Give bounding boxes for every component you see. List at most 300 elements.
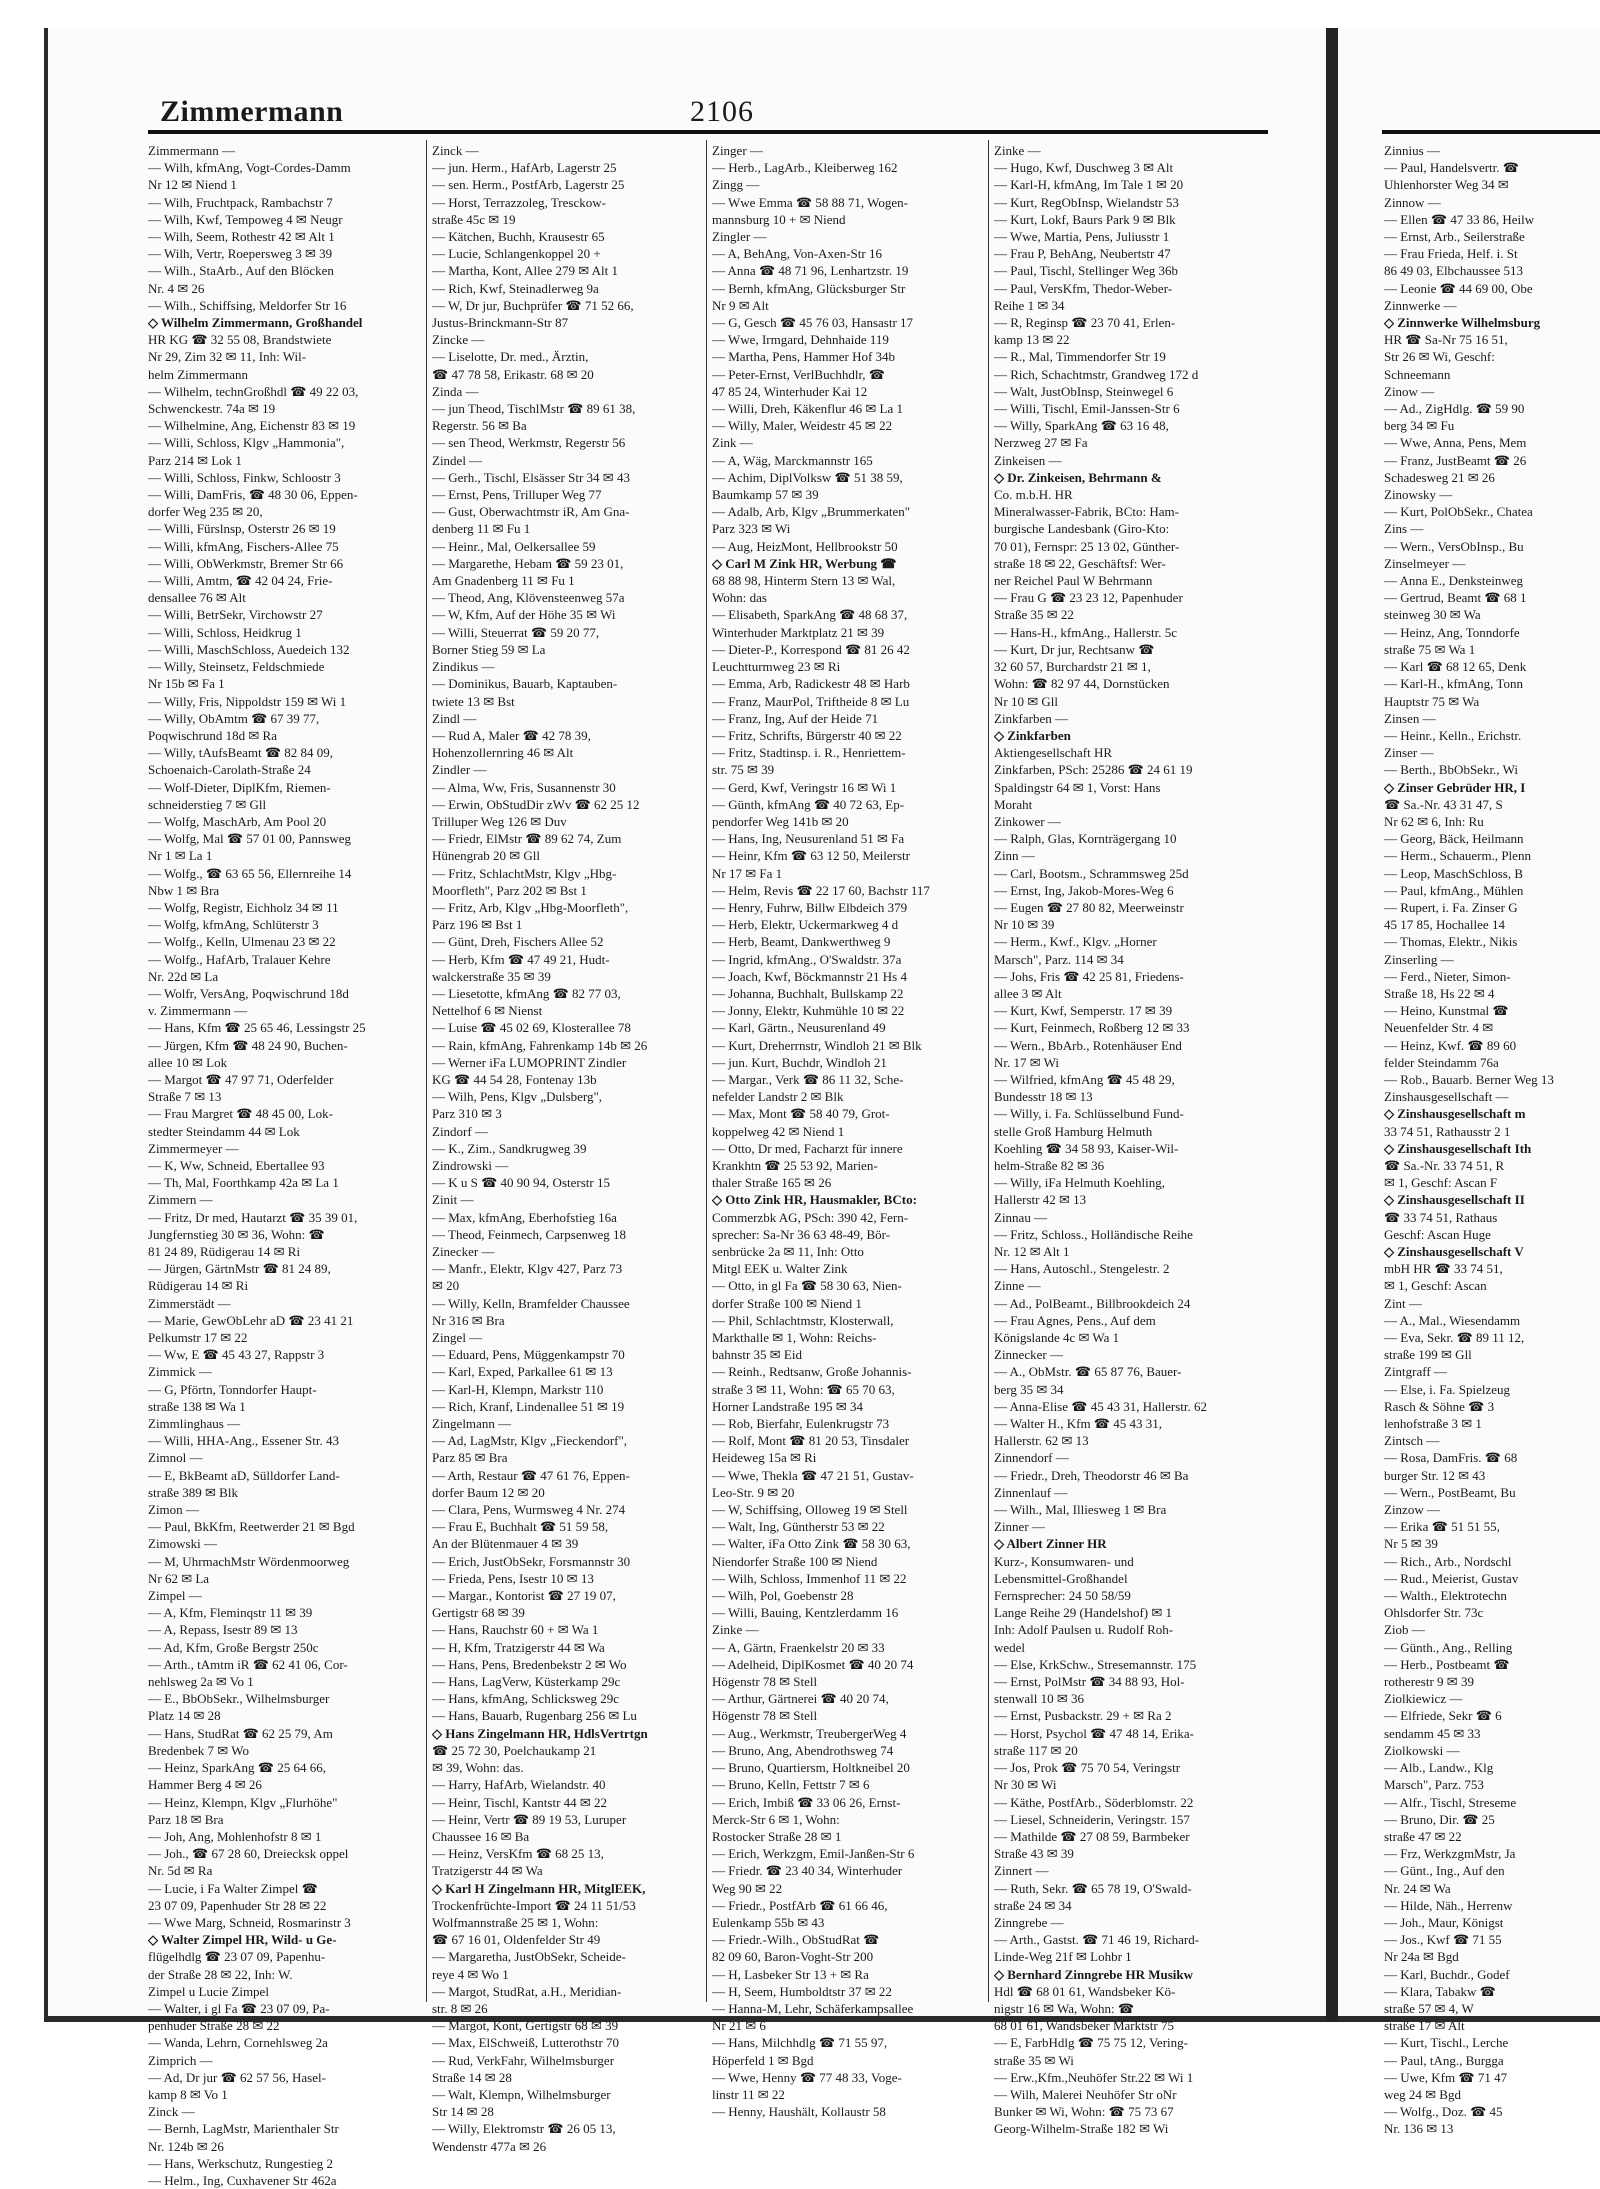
directory-entry-line: Nr 62 ✉ La bbox=[148, 1570, 210, 1586]
directory-entry-line: — Willy, ObAmtm ☎ 67 39 77, bbox=[148, 710, 320, 726]
directory-entry-line: ◇ Wilhelm Zimmermann, Großhandel bbox=[148, 315, 363, 331]
directory-entry-line: Zincke — bbox=[432, 332, 485, 348]
directory-entry-line: ✉ 39, Wohn: das. bbox=[432, 1760, 524, 1776]
directory-entry-line: berg 34 ✉ Fu bbox=[1384, 418, 1455, 434]
directory-entry-line: Nbw 1 ✉ Bra bbox=[148, 882, 220, 898]
directory-entry-line: — Reinh., Redtsanw, Große Johannis- bbox=[712, 1364, 912, 1380]
directory-entry-line: — Kurt, Feinmech, Roßberg 12 ✉ 33 bbox=[994, 1020, 1190, 1036]
directory-entry-line: — Wwe, Martia, Pens, Juliusstr 1 bbox=[994, 229, 1170, 245]
directory-entry-line: rotherestr 9 ✉ 39 bbox=[1384, 1674, 1474, 1690]
directory-entry-line: — Margar., Verk ☎ 86 11 32, Sche- bbox=[712, 1071, 904, 1087]
directory-entry-line: — Willi, kfmAng, Fischers-Allee 75 bbox=[148, 538, 339, 554]
directory-column-4 bbox=[994, 142, 1268, 2138]
directory-entry-line: Rostocker Straße 28 ✉ 1 bbox=[712, 1828, 842, 1844]
directory-entry-line: Nr. 22d ✉ La bbox=[148, 968, 219, 984]
directory-entry-line: — E, BkBeamt aD, Sülldorfer Land- bbox=[148, 1467, 340, 1483]
directory-entry-line: — A, Wäg, Marckmannstr 165 bbox=[712, 452, 873, 468]
directory-entry-line: — Erich, JustObSekr, Forsmannstr 30 bbox=[432, 1553, 631, 1569]
directory-entry-line: — Wilh, Schloss, Immenhof 11 ✉ 22 bbox=[712, 1570, 907, 1586]
directory-entry-line: — Hans, LagVerw, Küsterkamp 29c bbox=[432, 1674, 621, 1690]
directory-entry-line: Zinit — bbox=[432, 1192, 474, 1208]
directory-entry-line: — Hans, Pens, Bredenbekstr 2 ✉ Wo bbox=[432, 1656, 627, 1672]
directory-entry-line: — Frau Frieda, Helf. i. St bbox=[1384, 246, 1518, 262]
directory-entry-line: — H, Lasbeker Str 13 + ✉ Ra bbox=[712, 1966, 869, 1982]
directory-entry-line: Nr 62 ✉ 6, Inh: Ru bbox=[1384, 813, 1484, 829]
directory-entry-line: — Rich, Kranf, Lindenallee 51 ✉ 19 bbox=[432, 1398, 625, 1414]
directory-entry-line: — Gerh., Tischl, Elsässer Str 34 ✉ 43 bbox=[432, 469, 630, 485]
directory-entry-line: allee 3 ✉ Alt bbox=[994, 985, 1062, 1001]
directory-entry-line: Zinger — bbox=[712, 143, 763, 158]
directory-entry-line: — Friedr., Dreh, Theodorstr 46 ✉ Ba bbox=[994, 1467, 1189, 1483]
directory-entry-line: str. 8 ✉ 26 bbox=[432, 2000, 488, 2016]
directory-entry-line: — Henny, Haushält, Kollaustr 58 bbox=[712, 2104, 886, 2120]
directory-entry-line: Zingelmann — bbox=[432, 1416, 512, 1432]
directory-entry-line: — Hans, Kfm ☎ 25 65 46, Lessingstr 25 bbox=[148, 1020, 366, 1036]
directory-entry-line: — Herb, Kfm ☎ 47 49 21, Hudt- bbox=[432, 951, 610, 967]
directory-entry-line: — Günth., Ang., Relling bbox=[1384, 1639, 1513, 1655]
directory-entry-line: Zinner — bbox=[994, 1519, 1045, 1535]
directory-entry-line: Zimpel — bbox=[148, 1588, 202, 1604]
directory-entry-line: straße 18 ✉ 22, Geschäftsf: Wer- bbox=[994, 555, 1166, 571]
directory-entry-line: — R, Reginsp ☎ 23 70 41, Erlen- bbox=[994, 315, 1176, 331]
directory-entry-line: — Willi, HHA-Ang., Essener Str. 43 bbox=[148, 1433, 339, 1449]
directory-entry-line: flügelhdlg ☎ 23 07 09, Papenhu- bbox=[148, 1949, 326, 1965]
directory-entry-line: — Wilh, Malerei Neuhöfer Str oNr bbox=[994, 2086, 1177, 2102]
directory-entry-line: — Achim, DiplVolksw ☎ 51 38 59, bbox=[712, 469, 903, 485]
directory-entry-line: Zinn — bbox=[994, 848, 1035, 864]
directory-entry-line: An der Blütenmauer 4 ✉ 39 bbox=[432, 1536, 579, 1552]
directory-entry-line: Kurz-, Konsumwaren- und bbox=[994, 1553, 1134, 1569]
directory-entry-line: Zinnau — bbox=[994, 1209, 1048, 1225]
directory-entry-line: — Ad., PolBeamt., Billbrookdeich 24 bbox=[994, 1295, 1191, 1311]
directory-entry-line: — Margar., Kontorist ☎ 27 19 07, bbox=[432, 1588, 616, 1604]
directory-entry-line: — Heinz, VersKfm ☎ 68 25 13, bbox=[432, 1846, 604, 1862]
directory-entry-line: ◇ Zinshausgesellschaft II bbox=[1384, 1192, 1525, 1208]
directory-entry-line: straße 199 ✉ Gll bbox=[1384, 1347, 1472, 1363]
directory-entry-line: — Ernst, Arb., Seilerstraße bbox=[1384, 229, 1525, 245]
directory-entry-line: — Carl, Bootsm., Schrammsweg 25d bbox=[994, 865, 1189, 881]
directory-entry-line: — Liesetotte, kfmAng ☎ 82 77 03, bbox=[432, 985, 621, 1001]
directory-entry-line: Zintsch — bbox=[1384, 1433, 1440, 1449]
directory-entry-line: — Jürgen, GärtnMstr ☎ 81 24 89, bbox=[148, 1261, 331, 1277]
directory-entry-line: stelle Groß Hamburg Helmuth bbox=[994, 1123, 1153, 1139]
directory-entry-line: Neuenfelder Str. 4 ✉ bbox=[1384, 1020, 1494, 1036]
directory-entry-line: — Ad, LagMstr, Klgv „Fieckendorf", bbox=[432, 1433, 628, 1449]
directory-entry-line: wedel bbox=[994, 1639, 1026, 1655]
directory-entry-line: — sen Theod, Werkmstr, Regerstr 56 bbox=[432, 435, 626, 451]
directory-entry-line: nefelder Landstr 2 ✉ Blk bbox=[712, 1089, 844, 1105]
directory-entry-line: Nr. 17 ✉ Wi bbox=[994, 1054, 1060, 1070]
directory-entry-line: — Theod, Ang, Klövensteenweg 57a bbox=[432, 590, 625, 606]
directory-entry-line: sprecher: Sa-Nr 36 63 48-49, Bör- bbox=[712, 1226, 891, 1242]
directory-entry-line: — Alb., Landw., Klg bbox=[1384, 1760, 1494, 1776]
directory-entry-line: ☎ 47 78 58, Erikastr. 68 ✉ 20 bbox=[432, 366, 594, 382]
directory-entry-line: Eulenkamp 55b ✉ 43 bbox=[712, 1914, 825, 1930]
directory-entry-line: berg 35 ✉ 34 bbox=[994, 1381, 1064, 1397]
directory-entry-line: — Kurt, PolObSekr., Chatea bbox=[1384, 504, 1533, 520]
directory-entry-line: — Jonny, Elektr, Kuhmühle 10 ✉ 22 bbox=[712, 1003, 905, 1019]
directory-entry-line: Ziolkiewicz — bbox=[1384, 1691, 1463, 1707]
directory-entry-line: burgische Landesbank (Giro-Kto: bbox=[994, 521, 1170, 537]
directory-entry-line: — Rosa, DamFris. ☎ 68 bbox=[1384, 1450, 1518, 1466]
directory-entry-line: Höperfeld 1 ✉ Bgd bbox=[712, 2052, 814, 2068]
directory-entry-line: — Alma, Ww, Fris, Susannenstr 30 bbox=[432, 779, 616, 795]
directory-entry-line: straße 17 ✉ Alt bbox=[1384, 2018, 1465, 2034]
directory-entry-line: straße 57 ✉ 4, W bbox=[1384, 2000, 1474, 2016]
directory-entry-line: — Mathilde ☎ 27 08 59, Barmbeker bbox=[994, 1828, 1190, 1844]
directory-entry-line: — Marie, GewObLehr aD ☎ 23 41 21 bbox=[148, 1312, 354, 1328]
directory-entry-line: — Herm., Kwf., Klgv. „Horner bbox=[994, 934, 1157, 950]
directory-entry-line: ◇ Carl M Zink HR, Werbung ☎ bbox=[712, 555, 897, 571]
directory-entry-line: — Uwe, Kfm ☎ 71 47 bbox=[1384, 2069, 1508, 2085]
directory-entry-line: — Jürgen, Kfm ☎ 48 24 90, Buchen- bbox=[148, 1037, 348, 1053]
directory-entry-line: Zinck — bbox=[148, 2104, 195, 2120]
directory-entry-line: — Günt., Ing., Auf den bbox=[1384, 1863, 1505, 1879]
directory-entry-line: Bunker ✉ Wi, Wohn: ☎ 75 73 67 bbox=[994, 2104, 1174, 2120]
directory-entry-line: — Wolfg, MaschArb, Am Pool 20 bbox=[148, 813, 327, 829]
directory-entry-line: Platz 14 ✉ 28 bbox=[148, 1708, 221, 1724]
directory-entry-line: Zinow — bbox=[1384, 383, 1435, 399]
directory-entry-line: Linde-Weg 21f ✉ Lohbr 1 bbox=[994, 1949, 1132, 1965]
directory-entry-line: Zimmick — bbox=[148, 1364, 212, 1380]
directory-entry-line: HR ☎ Sa-Nr 75 16 51, bbox=[1384, 332, 1508, 348]
directory-entry-line: — Heinr, Kfm ☎ 63 12 50, Meilerstr bbox=[712, 848, 911, 864]
directory-entry-line: — E, FarbHdlg ☎ 75 75 12, Vering- bbox=[994, 2035, 1188, 2051]
directory-entry-line: — Frau Agnes, Pens., Auf dem bbox=[994, 1312, 1156, 1328]
directory-entry-line: Zint — bbox=[1384, 1295, 1422, 1311]
directory-entry-line: — Gust, Oberwachtmstr iR, Am Gna- bbox=[432, 504, 630, 520]
directory-entry-line: Bredenbek 7 ✉ Wo bbox=[148, 1742, 249, 1758]
directory-entry-line: — Rain, kfmAng, Fahrenkamp 14b ✉ 26 bbox=[432, 1037, 648, 1053]
directory-entry-line: schneiderstieg 7 ✉ Gll bbox=[148, 796, 267, 812]
directory-entry-line: — W, Schiffsing, Olloweg 19 ✉ Stell bbox=[712, 1502, 908, 1518]
directory-entry-line: — Karl-H., kfmAng, Tonn bbox=[1384, 676, 1523, 692]
directory-entry-line: — Paul, kfmAng., Mühlen bbox=[1384, 882, 1524, 898]
directory-entry-line: Krankhtn ☎ 25 53 92, Marien- bbox=[712, 1157, 878, 1173]
directory-entry-line: Zinkfarben, PSch: 25286 ☎ 24 61 19 bbox=[994, 762, 1193, 778]
directory-entry-line: Zinecker — bbox=[432, 1244, 495, 1259]
directory-entry-line: ◇ Dr. Zinkeisen, Behrmann & bbox=[994, 469, 1162, 485]
directory-entry-line: — W, Dr jur, Buchprüfer ☎ 71 52 66, bbox=[432, 297, 634, 313]
directory-entry-line: — Herm., Schauerm., Plenn bbox=[1384, 848, 1531, 864]
directory-entry-line: — G, Pförtn, Tonndorfer Haupt- bbox=[148, 1381, 317, 1397]
directory-entry-line: — Jos., Kwf ☎ 71 55 bbox=[1384, 1932, 1502, 1948]
directory-entry-line: — Wilh., Schiffsing, Meldorfer Str 16 bbox=[148, 297, 347, 313]
directory-entry-line: ☎ 67 16 01, Oldenfelder Str 49 bbox=[432, 1932, 601, 1948]
directory-entry-line: — Joh, Ang, Mohlenhofstr 8 ✉ 1 bbox=[148, 1828, 322, 1844]
directory-entry-line: — Fritz, Schrifts, Bürgerstr 40 ✉ 22 bbox=[712, 727, 902, 743]
directory-entry-line: straße 35 ✉ Wi bbox=[994, 2052, 1074, 2068]
directory-entry-line: — Wilh, Pens, Klgv „Dulsberg", bbox=[432, 1089, 603, 1105]
directory-entry-line: Zimowski — bbox=[148, 1536, 217, 1552]
directory-entry-line: — Wilh., Mal, Illiesweg 1 ✉ Bra bbox=[994, 1502, 1167, 1518]
directory-entry-line: — Günt, Dreh, Fischers Allee 52 bbox=[432, 934, 604, 950]
directory-entry-line: stenwall 10 ✉ 36 bbox=[994, 1691, 1084, 1707]
directory-entry-line: Parz 85 ✉ Bra bbox=[432, 1450, 508, 1466]
directory-entry-line: — Frz, WerkzgmMstr, Ja bbox=[1384, 1846, 1516, 1862]
directory-entry-line: ◇ Zinkfarben bbox=[994, 727, 1071, 743]
directory-entry-line: ◇ Otto Zink HR, Hausmakler, BCto: bbox=[712, 1192, 917, 1208]
directory-entry-line: 70 01), Fernspr: 25 13 02, Günther- bbox=[994, 538, 1180, 554]
directory-entry-line: Heideweg 15a ✉ Ri bbox=[712, 1450, 817, 1466]
directory-entry-line: — Erich, Werkzgm, Emil-Janßen-Str 6 bbox=[712, 1846, 915, 1862]
directory-entry-line: — Ellen ☎ 47 33 86, Heilw bbox=[1384, 211, 1535, 227]
directory-entry-line: — Willi, Schloss, Finkw, Schloostr 3 bbox=[148, 469, 341, 485]
directory-entry-line: ✉ 1, Geschf: Ascan F bbox=[1384, 1175, 1498, 1191]
directory-entry-line: — Käthe, PostfArb., Söderblomstr. 22 bbox=[994, 1794, 1194, 1810]
page-number: 2106 bbox=[690, 95, 754, 128]
directory-entry-line: Zinselmeyer — bbox=[1384, 555, 1466, 571]
directory-entry-line: Ohlsdorfer Str. 73c bbox=[1384, 1605, 1484, 1621]
directory-entry-line: — Rich, Schachtmstr, Grandweg 172 d bbox=[994, 366, 1199, 382]
directory-entry-line: — R., Mal, Timmendorfer Str 19 bbox=[994, 349, 1166, 365]
directory-entry-line: — Joh., Maur, Königst bbox=[1384, 1914, 1504, 1930]
directory-entry-line: — Wilh, Seem, Rothestr 42 ✉ Alt 1 bbox=[148, 229, 335, 245]
directory-entry-line: Wendenstr 477a ✉ 26 bbox=[432, 2138, 547, 2154]
directory-entry-line: Zinnert — bbox=[994, 1863, 1049, 1879]
directory-entry-line: — Kurt, Kwf, Semperstr. 17 ✉ 39 bbox=[994, 1003, 1173, 1019]
directory-entry-line: — Willi, Schloss, Heidkrug 1 bbox=[148, 624, 302, 640]
directory-entry-line: — Willy, Elektromstr ☎ 26 05 13, bbox=[432, 2121, 616, 2137]
directory-entry-line: 68 88 98, Hinterm Stern 13 ✉ Wal, bbox=[712, 573, 896, 589]
directory-entry-line: Nr 21 ✉ 6 bbox=[712, 2018, 766, 2034]
directory-entry-line: — Rob, Bierfahr, Eulenkrugstr 73 bbox=[712, 1416, 890, 1432]
directory-entry-line: der Straße 28 ✉ 22, Inh: W. bbox=[148, 1966, 293, 1982]
directory-entry-line: — Arth., tAmtm iR ☎ 62 41 06, Cor- bbox=[148, 1656, 348, 1672]
directory-entry-line: straße 3 ✉ 11, Wohn: ☎ 65 70 63, bbox=[712, 1381, 895, 1397]
directory-entry-line: — Walt, Klempn, Wilhelmsburger bbox=[432, 2086, 611, 2102]
column-divider bbox=[706, 140, 707, 2002]
directory-entry-line: — Rolf, Mont ☎ 81 20 53, Tinsdaler bbox=[712, 1433, 910, 1449]
directory-entry-line: Inh: Adolf Paulsen u. Rudolf Roh- bbox=[994, 1622, 1174, 1638]
directory-entry-line: — Erwin, ObStudDir zWv ☎ 62 25 12 bbox=[432, 796, 640, 812]
directory-entry-line: — Kurt, Dr jur, Rechtsanw ☎ bbox=[994, 641, 1155, 657]
directory-entry-line: Zins — bbox=[1384, 521, 1424, 537]
directory-entry-line: — W, Kfm, Auf der Höhe 35 ✉ Wi bbox=[432, 607, 616, 623]
directory-entry-line: — Gertrud, Beamt ☎ 68 1 bbox=[1384, 590, 1527, 606]
directory-entry-line: — Hans, Autoschl., Stengelestr. 2 bbox=[994, 1261, 1170, 1277]
directory-entry-line: str. 75 ✉ 39 bbox=[712, 762, 775, 778]
directory-entry-line: — Paul, VersKfm, Thedor-Weber- bbox=[994, 280, 1173, 296]
directory-entry-line: weg 24 ✉ Bgd bbox=[1384, 2086, 1461, 2102]
directory-entry-line: — Gerd, Kwf, Veringstr 16 ✉ Wi 1 bbox=[712, 779, 897, 795]
directory-entry-line: burger Str. 12 ✉ 43 bbox=[1384, 1467, 1486, 1483]
directory-entry-line: — Franz, MaurPol, Triftheide 8 ✉ Lu bbox=[712, 693, 910, 709]
directory-entry-line: — Fritz, SchlachtMstr, Klgv „Hbg- bbox=[432, 865, 617, 881]
directory-entry-line: — A, BehAng, Von-Axen-Str 16 bbox=[712, 246, 882, 262]
directory-entry-line: thaler Straße 165 ✉ 26 bbox=[712, 1175, 832, 1191]
directory-entry-line: Rasch & Söhne ☎ 3 bbox=[1384, 1398, 1495, 1414]
directory-entry-line: — Hans, Rauchstr 60 + ✉ Wa 1 bbox=[432, 1622, 599, 1638]
directory-entry-line: Hohenzollernring 46 ✉ Alt bbox=[432, 745, 574, 761]
directory-entry-line: Winterhuder Marktplatz 21 ✉ 39 bbox=[712, 624, 885, 640]
directory-entry-line: — Ad, Kfm, Große Bergstr 250c bbox=[148, 1639, 319, 1655]
directory-entry-line: — Clara, Pens, Wurmsweg 4 Nr. 274 bbox=[432, 1502, 626, 1518]
directory-entry-line: — Paul, tAng., Burgga bbox=[1384, 2052, 1504, 2068]
directory-entry-line: — Margarethe, Hebam ☎ 59 23 01, bbox=[432, 555, 624, 571]
directory-entry-line: Jungfernstieg 30 ✉ 36, Wohn: ☎ bbox=[148, 1226, 325, 1242]
directory-entry-line: — Karl, Exped, Parkallee 61 ✉ 13 bbox=[432, 1364, 613, 1380]
directory-entry-line: — Wanda, Lehrn, Cornehlsweg 2a bbox=[148, 2035, 328, 2051]
directory-entry-line: — Wwe, Henny ☎ 77 48 33, Voge- bbox=[712, 2069, 902, 2085]
directory-entry-line: — Ingrid, kfmAng., O'Swaldstr. 37a bbox=[712, 951, 902, 967]
directory-entry-line: — Willy, Maler, Weidestr 45 ✉ 22 bbox=[712, 418, 893, 434]
directory-entry-line: Geschf: Ascan Huge bbox=[1384, 1226, 1491, 1242]
directory-entry-line: Tratzigerstr 44 ✉ Wa bbox=[432, 1863, 543, 1879]
directory-entry-line: — Willi, DamFris, ☎ 48 30 06, Eppen- bbox=[148, 487, 358, 503]
directory-entry-line: Zinnwerke — bbox=[1384, 297, 1457, 313]
directory-entry-line: — Bernh, kfmAng, Glücksburger Str bbox=[712, 280, 906, 296]
directory-entry-line: — Kurt, Lokf, Baurs Park 9 ✉ Blk bbox=[994, 211, 1176, 227]
directory-entry-line: — Ww, E ☎ 45 43 27, Rappstr 3 bbox=[148, 1347, 325, 1363]
directory-column-next-page bbox=[1384, 142, 1600, 2138]
directory-entry-line: sendamm 45 ✉ 33 bbox=[1384, 1725, 1481, 1741]
directory-entry-line: twiete 13 ✉ Bst bbox=[432, 693, 515, 709]
directory-entry-line: Wolfmannstraße 25 ✉ 1, Wohn: bbox=[432, 1914, 599, 1930]
directory-entry-line: straße 117 ✉ 20 bbox=[994, 1742, 1078, 1758]
directory-entry-line: Nr. 5d ✉ Ra bbox=[148, 1863, 213, 1879]
header-rule-next-page bbox=[1382, 130, 1600, 134]
directory-entry-line: — Wolfg, kfmAng, Schlüterstr 3 bbox=[148, 917, 319, 933]
directory-entry-line: — Wilh, kfmAng, Vogt-Cordes-Damm bbox=[148, 160, 351, 176]
directory-entry-line: Straße 43 ✉ 39 bbox=[994, 1846, 1074, 1862]
directory-entry-line: — jun. Kurt, Buchdr, Windloh 21 bbox=[712, 1054, 887, 1070]
directory-entry-line: Borner Stieg 59 ✉ La bbox=[432, 641, 546, 657]
directory-entry-line: — Hans, Milchhdlg ☎ 71 55 97, bbox=[712, 2035, 888, 2051]
directory-entry-line: — Fritz, Stadtinsp. i. R., Henriettem- bbox=[712, 745, 906, 761]
directory-entry-line: allee 10 ✉ Lok bbox=[148, 1054, 228, 1070]
directory-entry-line: — Friedr. ☎ 23 40 34, Winterhuder bbox=[712, 1863, 903, 1879]
directory-entry-line: — Hans, Werkschutz, Rungestieg 2 bbox=[148, 2155, 334, 2171]
directory-entry-line: — Wolfg, Mal ☎ 57 01 00, Pannsweg bbox=[148, 831, 352, 847]
directory-entry-line: Königslande 4c ✉ Wa 1 bbox=[994, 1330, 1120, 1346]
directory-entry-line: Str 26 ✉ Wi, Geschf: bbox=[1384, 349, 1495, 365]
directory-entry-line: — Dominikus, Bauarb, Kaptauben- bbox=[432, 676, 618, 692]
directory-entry-line: — Erich, Imbiß ☎ 33 06 26, Ernst- bbox=[712, 1794, 901, 1810]
directory-entry-line: ☎ 25 72 30, Poelchaukamp 21 bbox=[432, 1742, 597, 1758]
directory-entry-line: Zintgraff — bbox=[1384, 1364, 1447, 1380]
directory-entry-line: Leuchtturmweg 23 ✉ Ri bbox=[712, 659, 841, 675]
directory-entry-line: — Fritz, Arb, Klgv „Hbg-Moorfleth", bbox=[432, 899, 629, 915]
directory-entry-line: — Aug, HeizMont, Hellbrookstr 50 bbox=[712, 538, 898, 554]
directory-entry-line: — Friedr, ElMstr ☎ 89 62 74, Zum bbox=[432, 831, 622, 847]
directory-entry-line: denberg 11 ✉ Fu 1 bbox=[432, 521, 531, 537]
directory-entry-line: Zindler — bbox=[432, 762, 487, 778]
directory-entry-line: — Horst, Psychol ☎ 47 48 14, Erika- bbox=[994, 1725, 1194, 1741]
directory-entry-line: Nr. 12 ✉ Alt 1 bbox=[994, 1244, 1070, 1259]
directory-entry-line: — Wolfg., ☎ 63 65 56, Ellernreihe 14 bbox=[148, 865, 352, 881]
directory-entry-line: — Berth., BbObSekr., Wi bbox=[1384, 762, 1518, 778]
directory-entry-line: linstr 11 ✉ 22 bbox=[712, 2086, 785, 2102]
directory-entry-line: Georg-Wilhelm-Straße 182 ✉ Wi bbox=[994, 2121, 1169, 2137]
directory-entry-line: 33 74 51, Rathausstr 2 1 bbox=[1384, 1123, 1511, 1139]
directory-entry-line: — Aug., Werkmstr, TreubergerWeg 4 bbox=[712, 1725, 907, 1741]
directory-entry-line: — Rud A, Maler ☎ 42 78 39, bbox=[432, 727, 591, 743]
directory-entry-line: Zinserling — bbox=[1384, 951, 1454, 967]
directory-entry-line: Zindorf — bbox=[432, 1123, 488, 1139]
directory-entry-line: Mitgl EEK u. Walter Zink bbox=[712, 1261, 848, 1277]
directory-entry-line: ◇ Albert Zinner HR bbox=[994, 1536, 1107, 1552]
directory-entry-line: ◇ Zinnwerke Wilhelmsburg bbox=[1384, 315, 1541, 331]
directory-entry-line: Zindel — bbox=[432, 452, 483, 468]
directory-entry-line: — Wwe Marg, Schneid, Rosmarinstr 3 bbox=[148, 1914, 351, 1930]
directory-entry-line: Zinser — bbox=[1384, 745, 1434, 761]
directory-entry-line: — Günth, kfmAng ☎ 40 72 63, Ep- bbox=[712, 796, 905, 812]
directory-entry-line: Zinnow — bbox=[1384, 194, 1441, 210]
directory-entry-line: Str 14 ✉ 28 bbox=[432, 2104, 494, 2120]
directory-entry-line: Bundesstr 18 ✉ 13 bbox=[994, 1089, 1093, 1105]
directory-entry-line: 47 85 24, Winterhuder Kai 12 bbox=[712, 383, 868, 399]
directory-entry-line: Zimmermeyer — bbox=[148, 1140, 239, 1156]
directory-entry-line: — A., Mal., Wiesendamm bbox=[1384, 1312, 1521, 1328]
directory-entry-line: straße 75 ✉ Wa 1 bbox=[1384, 641, 1476, 657]
directory-entry-line: — Wolfg., HafArb, Tralauer Kehre bbox=[148, 951, 331, 967]
directory-entry-line: — Wolfg., Doz. ☎ 45 bbox=[1384, 2104, 1503, 2120]
directory-entry-line: Zimnol — bbox=[148, 1450, 203, 1466]
directory-entry-line: Markthalle ✉ 1, Wohn: Reichs- bbox=[712, 1330, 877, 1346]
directory-entry-line: ◇ Karl H Zingelmann HR, MitglEEK, bbox=[432, 1880, 646, 1896]
directory-entry-line: pendorfer Weg 141b ✉ 20 bbox=[712, 813, 849, 829]
directory-entry-line: Trockenfrüchte-Import ☎ 24 11 51/53 bbox=[432, 1897, 636, 1913]
directory-entry-line: — Elisabeth, SparkAng ☎ 48 68 37, bbox=[712, 607, 908, 623]
directory-entry-line: 23 07 09, Papenhuder Str 28 ✉ 22 bbox=[148, 1897, 327, 1913]
directory-entry-line: Regerstr. 56 ✉ Ba bbox=[432, 418, 527, 434]
directory-entry-line: Nr 30 ✉ Wi bbox=[994, 1777, 1057, 1793]
directory-entry-line: — Willi, Bauing, Kentzlerdamm 16 bbox=[712, 1605, 899, 1621]
directory-entry-line: Zinsen — bbox=[1384, 710, 1436, 726]
directory-entry-line: — Harry, HafArb, Wielandstr. 40 bbox=[432, 1777, 606, 1793]
directory-entry-line: — Anna E., Denksteinweg bbox=[1384, 573, 1524, 589]
directory-entry-line: Merck-Str 6 ✉ 1, Wohn: bbox=[712, 1811, 840, 1827]
directory-entry-line: Zinck — bbox=[432, 143, 479, 158]
directory-entry-line: 45 17 85, Hochallee 14 bbox=[1384, 917, 1505, 933]
directory-entry-line: Ziob — bbox=[1384, 1622, 1425, 1638]
directory-entry-line: Schadesweg 21 ✉ 26 bbox=[1384, 469, 1495, 485]
directory-entry-line: — Rud, VerkFahr, Wilhelmsburger bbox=[432, 2052, 615, 2068]
directory-entry-line: — Johanna, Buchhalt, Bullskamp 22 bbox=[712, 985, 904, 1001]
directory-entry-line: ◇ Zinshausgesellschaft Ith bbox=[1384, 1140, 1532, 1156]
directory-entry-line: ✉ 1, Geschf: Ascan bbox=[1384, 1278, 1487, 1294]
directory-entry-line: Uhlenhorster Weg 34 ✉ bbox=[1384, 177, 1509, 193]
directory-entry-line: — Eduard, Pens, Müggenkampstr 70 bbox=[432, 1347, 625, 1363]
directory-entry-line: — Otto, in gl Fa ☎ 58 30 63, Nien- bbox=[712, 1278, 902, 1294]
directory-entry-line: — Kurt, Dreherrnstr, Windloh 21 ✉ Blk bbox=[712, 1037, 922, 1053]
directory-entry-line: — M, UhrmachMstr Wördenmoorweg bbox=[148, 1553, 350, 1569]
directory-entry-line: Parz 323 ✉ Wi bbox=[712, 521, 791, 537]
directory-entry-line: — H, Seem, Humboldtstr 37 ✉ 22 bbox=[712, 1983, 892, 1999]
directory-entry-line: — Wolfg., Kelln, Ulmenau 23 ✉ 22 bbox=[148, 934, 336, 950]
directory-entry-line: — Wilh., StaArb., Auf den Blöcken bbox=[148, 263, 334, 279]
directory-entry-line: Zinda — bbox=[432, 383, 479, 399]
directory-entry-line: ☎ 33 74 51, Rathaus bbox=[1384, 1209, 1498, 1225]
directory-entry-line: 32 60 57, Burchardstr 21 ✉ 1, bbox=[994, 659, 1151, 675]
directory-entry-line: — Wwe, Irmgard, Dehnhaide 119 bbox=[712, 332, 889, 348]
directory-entry-line: Lange Reihe 29 (Handelshof) ✉ 1 bbox=[994, 1605, 1173, 1621]
directory-entry-line: straße 47 ✉ 22 bbox=[1384, 1828, 1462, 1844]
directory-entry-line: — Rob., Bauarb. Berner Weg 13 bbox=[1384, 1071, 1554, 1087]
directory-entry-line: — Heinr, Vertr ☎ 89 19 53, Luruper bbox=[432, 1811, 627, 1827]
directory-entry-line: ✉ 20 bbox=[432, 1278, 460, 1294]
directory-entry-line: — Frau E, Buchhalt ☎ 51 59 58, bbox=[432, 1519, 609, 1535]
directory-entry-line: — Elfriede, Sekr ☎ 6 bbox=[1384, 1708, 1502, 1724]
directory-entry-line: kamp 13 ✉ 22 bbox=[994, 332, 1070, 348]
directory-entry-line: Mineralwasser-Fabrik, BCto: Ham- bbox=[994, 504, 1179, 520]
directory-entry-line: — Helm, Revis ☎ 22 17 60, Bachstr 117 bbox=[712, 882, 930, 898]
directory-entry-line: — Karl, Buchdr., Godef bbox=[1384, 1966, 1510, 1982]
directory-entry-line: helm-Straße 82 ✉ 36 bbox=[994, 1157, 1105, 1173]
directory-entry-line: — Hans, kfmAng, Schlicksweg 29c bbox=[432, 1691, 620, 1707]
directory-entry-line: — Heinz, Ang, Tonndorfe bbox=[1384, 624, 1520, 640]
